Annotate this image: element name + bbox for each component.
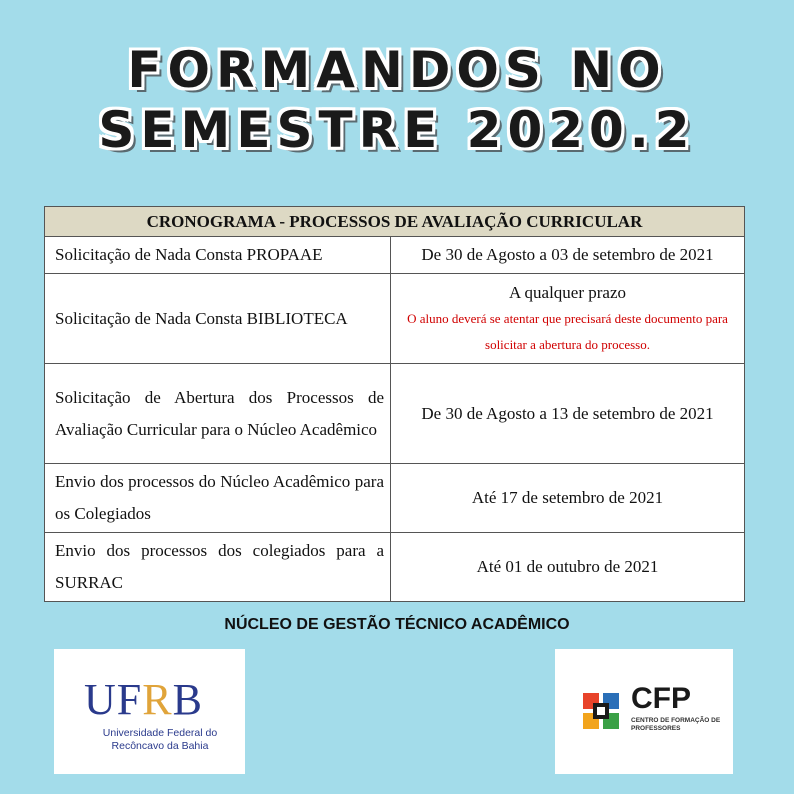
ufrb-mark-gold: R (142, 675, 173, 724)
activity-cell: Solicitação de Nada Consta PROPAAE (45, 237, 391, 274)
page-title (0, 40, 794, 160)
ufrb-mark-part: UF (84, 675, 143, 724)
table-header-row (45, 207, 745, 237)
deadline-value: A qualquer prazo (508, 282, 627, 302)
table-row (45, 364, 745, 464)
ufrb-name-line-2: Recôncavo da Bahia (111, 740, 209, 752)
table-row (45, 464, 745, 533)
activity-cell: Envio dos processos do Núcleo Acadêmico para os Colegiados (45, 464, 391, 533)
deadline-cell: Até 17 de setembro de 2021 (391, 464, 745, 533)
table-row (45, 237, 745, 274)
deadline-cell (391, 274, 745, 364)
deadline-cell: Até 01 de outubro de 2021 (391, 533, 745, 602)
cfp-wordmark: CFP (631, 682, 691, 715)
table-row (45, 274, 745, 364)
table-header: CRONOGRAMA - PROCESSOS DE AVALIAÇÃO CURRICULAR (45, 207, 745, 237)
footer-label: NÚCLEO DE GESTÃO TÉCNICO ACADÊMICO (224, 616, 570, 633)
ufrb-name-line-1: Universidade Federal do (102, 727, 218, 739)
table-row (45, 533, 745, 602)
deadline-note: O aluno deverá se atentar que precisará deste documento para solicitar a abertura do processo. (407, 310, 728, 352)
activity-cell: Envio dos processos dos colegiados para a SURRAC (45, 533, 391, 602)
cfp-emblem-icon (579, 689, 623, 733)
activity-cell: Solicitação de Nada Consta BIBLIOTECA (45, 274, 391, 364)
ufrb-name (80, 727, 240, 753)
title-line-1: FORMANDOS NO (127, 41, 667, 99)
title-line-2: SEMESTRE 2020.2 (98, 101, 696, 159)
ufrb-wordmark (84, 677, 203, 723)
activity-cell: Solicitação de Abertura dos Processos de Avaliação Curricular para o Núcleo Acadêmico (45, 364, 391, 464)
cfp-subtitle: CENTRO DE FORMAÇÃO DE PROFESSORES (631, 717, 721, 732)
deadline-cell: De 30 de Agosto a 03 de setembro de 2021 (391, 237, 745, 274)
ufrb-logo (54, 649, 245, 774)
cfp-logo (555, 649, 733, 774)
schedule-table (44, 206, 745, 602)
deadline-cell: De 30 de Agosto a 13 de setembro de 2021 (391, 364, 745, 464)
ufrb-mark-part: B (172, 675, 203, 724)
